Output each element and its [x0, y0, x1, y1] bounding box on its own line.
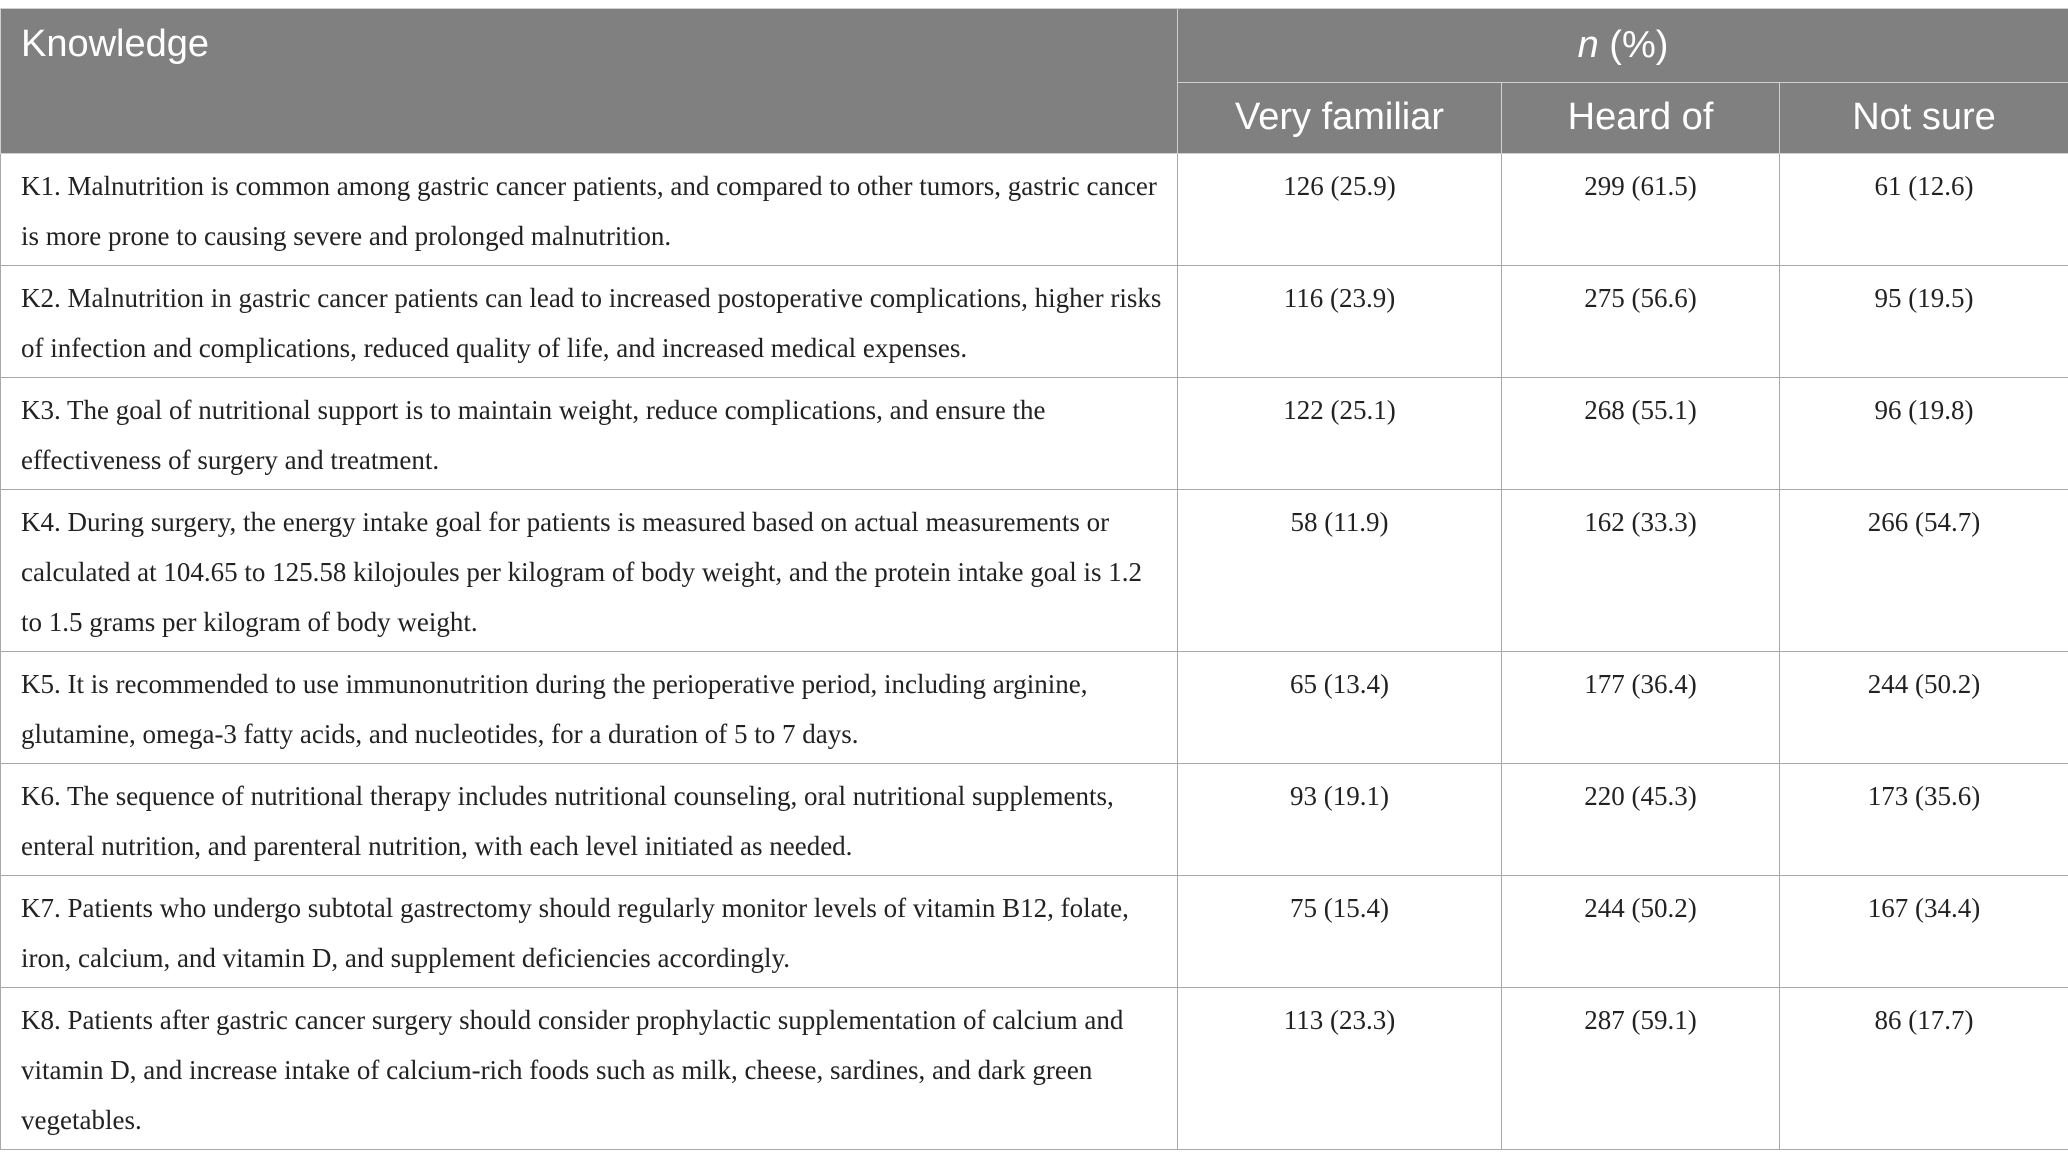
very-familiar-cell: 93 (19.1)	[1178, 764, 1502, 876]
knowledge-item-k4: K4. During surgery, the energy intake goal for patients is measured based on actual measurements or calculated at 104.65 to 125.58 kilojoules per kilogram of body weight, and the protein intake goal is 1.2 to 1.5 grams per kilogram of body weight.	[1, 490, 1178, 652]
heard-of-cell: 220 (45.3)	[1502, 764, 1780, 876]
not-sure-cell: 173 (35.6)	[1780, 764, 2068, 876]
not-sure-cell: 96 (19.8)	[1780, 378, 2068, 490]
knowledge-item-k5: K5. It is recommended to use immunonutrition during the perioperative period, including arginine, glutamine, omega-3 fatty acids, and nucleotides, for a duration of 5 to 7 days.	[1, 652, 1178, 764]
table-row	[1, 988, 2068, 1150]
very-familiar-cell: 75 (15.4)	[1178, 876, 1502, 988]
knowledge-item-k2: K2. Malnutrition in gastric cancer patients can lead to increased postoperative complications, higher risks of infection and complications, reduced quality of life, and increased medical expenses.	[1, 266, 1178, 378]
table-row	[1, 876, 2068, 988]
not-sure-cell: 95 (19.5)	[1780, 266, 2068, 378]
table-row	[1, 266, 2068, 378]
table-row	[1, 652, 2068, 764]
not-sure-cell: 244 (50.2)	[1780, 652, 2068, 764]
heard-of-cell: 275 (56.6)	[1502, 266, 1780, 378]
knowledge-item-k7: K7. Patients who undergo subtotal gastrectomy should regularly monitor levels of vitamin B12, folate, iron, calcium, and vitamin D, and supplement deficiencies accordingly.	[1, 876, 1178, 988]
header-row-top	[1, 9, 2068, 83]
heard-of-cell: 162 (33.3)	[1502, 490, 1780, 652]
table-row	[1, 764, 2068, 876]
knowledge-item-k8: K8. Patients after gastric cancer surgery should consider prophylactic supplementation of calcium and vitamin D, and increase intake of calcium-rich foods such as milk, cheese, sardines, and dark green vegetables.	[1, 988, 1178, 1150]
header-heard-of: Heard of	[1502, 82, 1780, 153]
knowledge-item-k6: K6. The sequence of nutritional therapy includes nutritional counseling, oral nutritional supplements, enteral nutrition, and parenteral nutrition, with each level initiated as needed.	[1, 764, 1178, 876]
table-row	[1, 154, 2068, 266]
very-familiar-cell: 122 (25.1)	[1178, 378, 1502, 490]
header-not-sure: Not sure	[1780, 82, 2068, 153]
knowledge-table	[0, 8, 2068, 1150]
not-sure-cell: 167 (34.4)	[1780, 876, 2068, 988]
heard-of-cell: 244 (50.2)	[1502, 876, 1780, 988]
very-familiar-cell: 113 (23.3)	[1178, 988, 1502, 1150]
header-knowledge: Knowledge	[1, 9, 1178, 154]
knowledge-item-k1: K1. Malnutrition is common among gastric cancer patients, and compared to other tumors, gastric cancer is more prone to causing severe and prolonged malnutrition.	[1, 154, 1178, 266]
not-sure-cell: 266 (54.7)	[1780, 490, 2068, 652]
table-header	[1, 9, 2068, 154]
very-familiar-cell: 126 (25.9)	[1178, 154, 1502, 266]
table-row	[1, 490, 2068, 652]
heard-of-cell: 177 (36.4)	[1502, 652, 1780, 764]
very-familiar-cell: 116 (23.9)	[1178, 266, 1502, 378]
not-sure-cell: 86 (17.7)	[1780, 988, 2068, 1150]
heard-of-cell: 299 (61.5)	[1502, 154, 1780, 266]
table-row	[1, 378, 2068, 490]
heard-of-cell: 268 (55.1)	[1502, 378, 1780, 490]
header-percent-symbol: (%)	[1598, 23, 1669, 66]
not-sure-cell: 61 (12.6)	[1780, 154, 2068, 266]
table-body	[1, 154, 2068, 1150]
header-n-symbol: n	[1577, 23, 1599, 66]
very-familiar-cell: 58 (11.9)	[1178, 490, 1502, 652]
header-n-percent	[1178, 9, 2068, 83]
very-familiar-cell: 65 (13.4)	[1178, 652, 1502, 764]
knowledge-item-k3: K3. The goal of nutritional support is to maintain weight, reduce complications, and ensure the effectiveness of surgery and treatment.	[1, 378, 1178, 490]
heard-of-cell: 287 (59.1)	[1502, 988, 1780, 1150]
header-very-familiar: Very familiar	[1178, 82, 1502, 153]
